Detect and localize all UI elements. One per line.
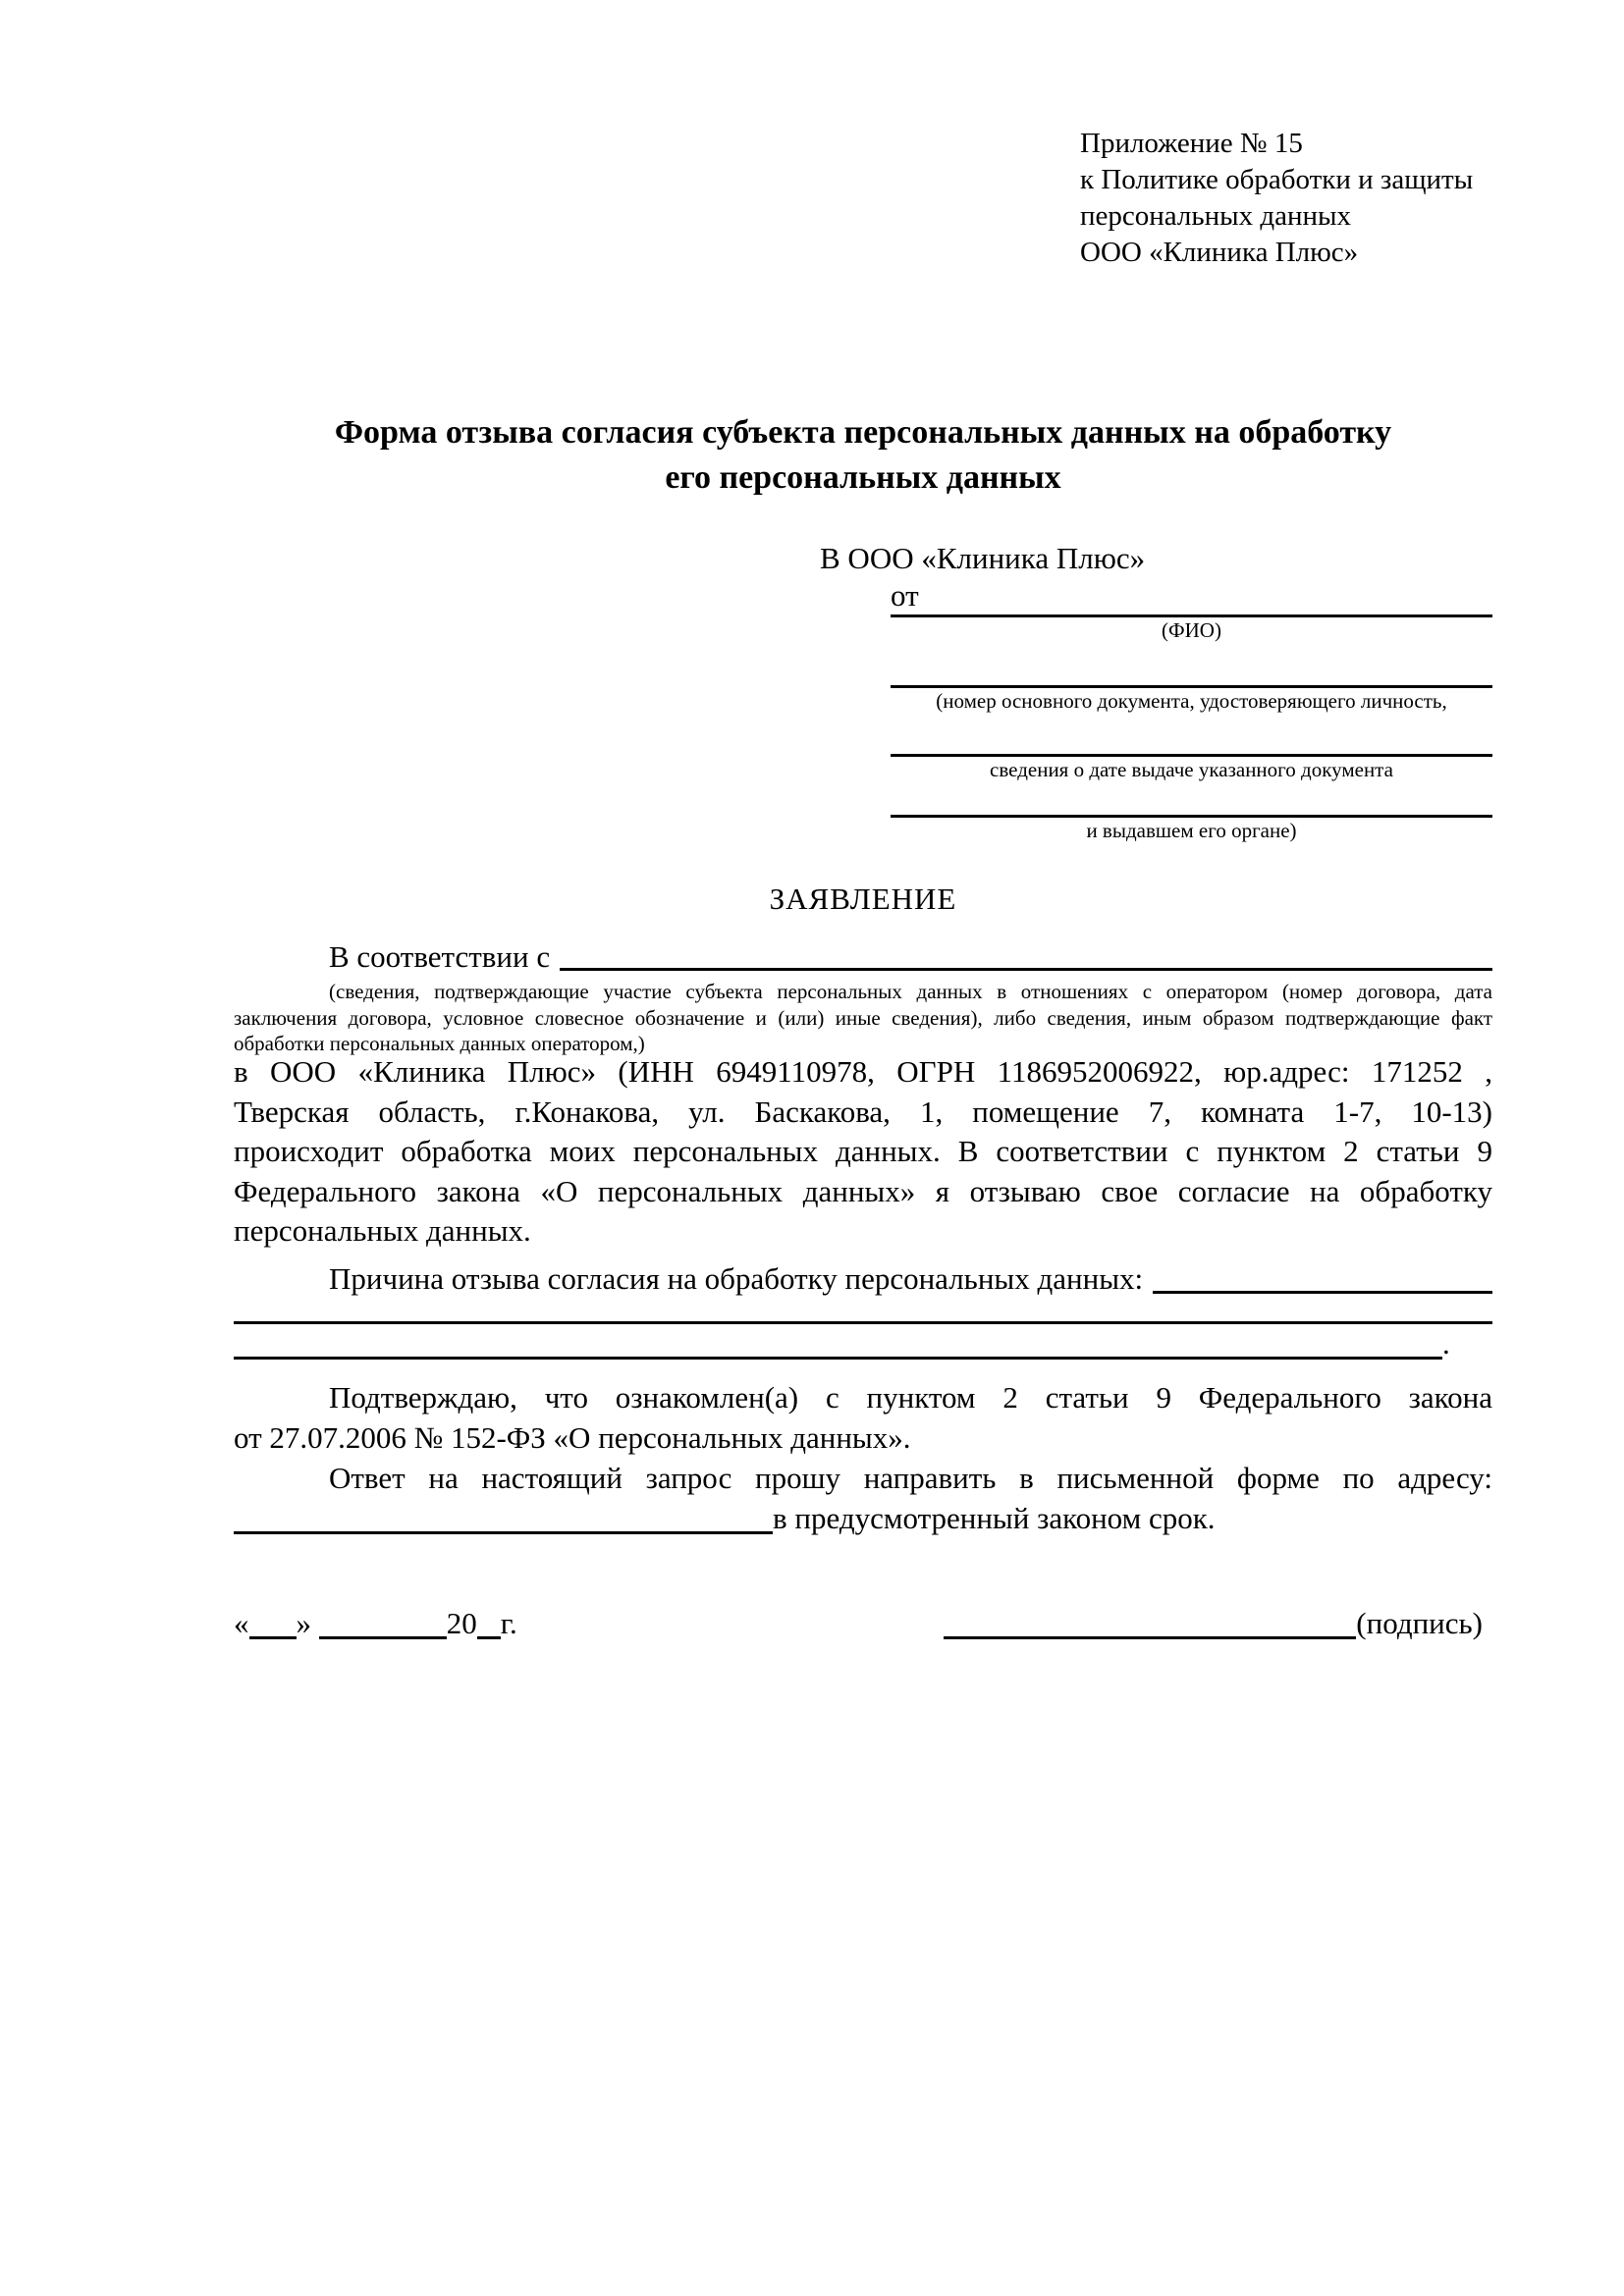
form-title-line: его персональных данных [665,459,1061,496]
body-line: происходит обработка моих персональных данных. В соответствии с пунктом 2 статьи 9 [234,1134,1492,1168]
month-blank-line [319,1636,447,1639]
reason-blank-line-3 [234,1324,1492,1363]
statement-heading: ЗАЯВЛЕНИЕ [769,881,957,916]
body-line: Федерального закона «О персональных данных» я отзываю свое согласие на обработку [234,1173,1492,1208]
footnote-line: заключения договора, условное словесное обозначение и (или) иные сведения), либо сведения, иным образом подтверждающие факт [234,1005,1492,1030]
annex-header-line: к Политике обработки и защиты [1080,164,1474,195]
reply-line-2 [234,1499,1492,1539]
intro-label: В соответствии с [329,939,551,974]
confirm-line: Подтверждаю, что ознакомлен(а) с пунктом 2 статьи 9 Федерального закона [329,1380,1492,1415]
footnote [234,979,1492,1057]
document-number-blank-line [891,643,1492,688]
trailing-period: . [1442,1326,1450,1361]
reply-suffix: в предусмотренный законом срок. [773,1500,1216,1535]
reason-blank-line-3-rule [234,1357,1442,1360]
signature-group [944,1604,1483,1643]
document-number-caption: (номер основного документа, удостоверяющего личность, [936,689,1447,713]
addressee-block [820,540,1492,843]
body-line: Тверская область, г.Конакова, ул. Баскакова, 1, помещение 7, комната 1-7, 10-13) [234,1094,1492,1129]
form-title [234,410,1492,501]
footnote-line: обработки персональных данных оператором,) [234,1032,645,1055]
reason-extra-blanks [234,1281,1492,1363]
addressee-to: В ООО «Клиника Плюс» [820,541,1146,575]
fio-caption: (ФИО) [1162,618,1221,642]
signature-blank-line [944,1636,1356,1639]
date-signature-row [234,1604,1483,1643]
issuing-authority-caption: и выдавшем его органе) [1086,819,1297,842]
form-title-line: Форма отзыва согласия субъекта персональных данных на обработку [334,414,1392,451]
year-prefix: 20 [446,1606,477,1640]
annex-header-line: Приложение № 15 [1080,128,1303,159]
confirm-line: от 27.07.2006 № 152-ФЗ «О персональных данных». [234,1419,911,1455]
reason-blank-line-2 [234,1281,1492,1324]
reply-paragraph [234,1459,1492,1538]
footnote-line: (сведения, подтверждающие участие субъекта персональных данных в отношениях с оператором (номер договора, дата [329,980,1492,1003]
addressee-from-label: от [891,578,919,613]
body-paragraph [234,1052,1492,1252]
intro-row [234,938,1492,976]
confirm-paragraph [234,1378,1492,1458]
issue-date-caption: сведения о дате выдаче указанного документа [990,758,1393,781]
date-group [234,1604,517,1643]
annex-header [1080,126,1473,271]
close-quote: » [296,1606,311,1640]
open-quote: « [234,1606,249,1640]
issuing-authority-blank-line [891,782,1492,818]
annex-header-line: персональных данных [1080,200,1352,232]
day-blank-line [249,1636,297,1639]
intro-blank-line [560,968,1492,971]
reply-line: Ответ на настоящий запрос прошу направить в письменной форме по адресу: [329,1461,1492,1495]
issue-date-blank-line [891,714,1492,757]
reason-label: Причина отзыва согласия на обработку персональных данных: [329,1261,1144,1296]
signature-caption: (подпись) [1356,1606,1483,1640]
annex-header-line: ООО «Клиника Плюс» [1080,237,1359,268]
body-line: персональных данных. [234,1213,531,1248]
body-line: в ООО «Клиника Плюс» (ИНН 6949110978, ОГРН 1186952006922, юр.адрес: 171252 , [234,1054,1492,1089]
year-blank-line [477,1636,501,1639]
address-blank-line [234,1531,773,1534]
year-suffix-label: г. [500,1606,517,1640]
